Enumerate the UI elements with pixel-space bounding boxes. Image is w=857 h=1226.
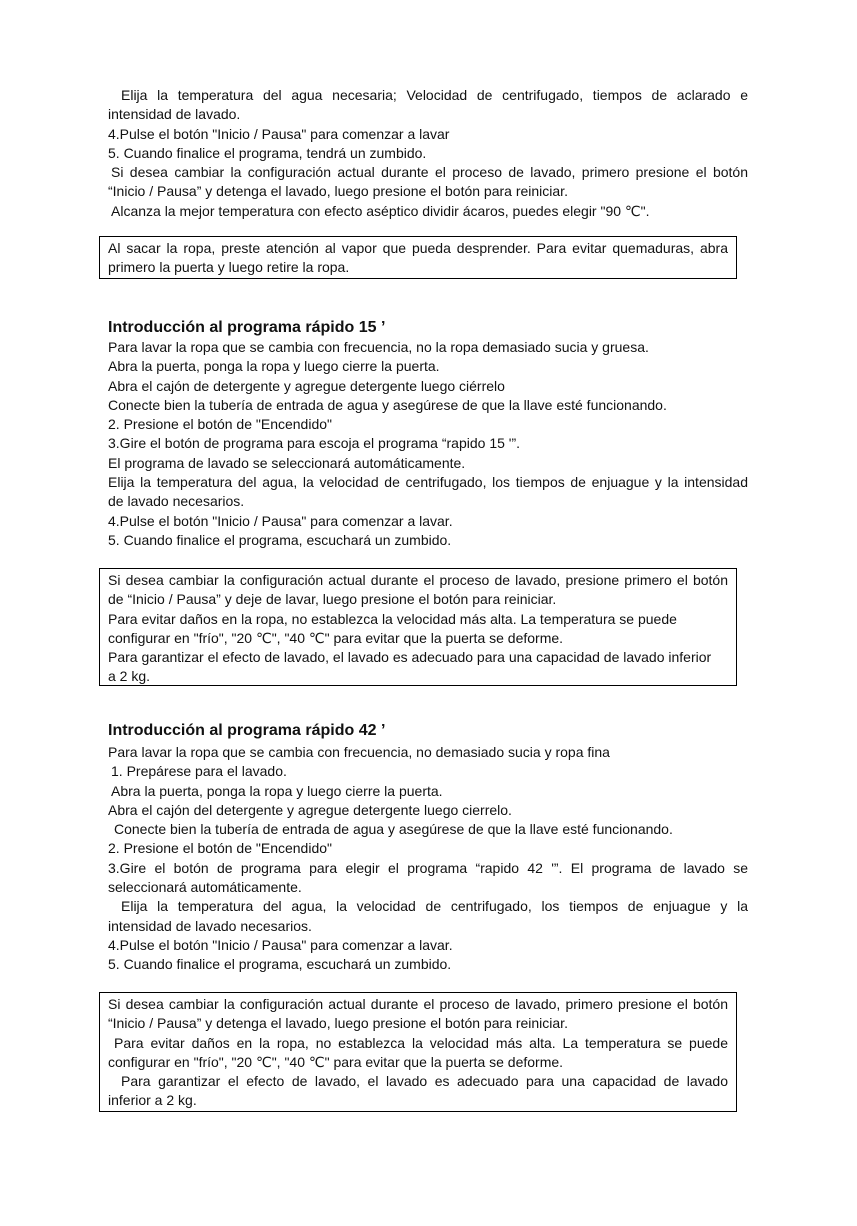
note-line: Si desea cambiar la configuración actual durante el proceso de lavado, primero presione el botón [108,996,728,1012]
body-line: Elija la temperatura del agua, la velocidad de centrifugado, los tiempos de enjuague y la intensidad [108,474,748,491]
note-box-steam [99,236,737,279]
body-line: Para lavar la ropa que se cambia con frecuencia, no la ropa demasiado sucia y gruesa. [108,339,649,355]
intro-block [108,86,748,221]
body-line: Para lavar la ropa que se cambia con frecuencia, no demasiado sucia y ropa fina [108,744,610,760]
body-line: 3.Gire el botón de programa para escoja el programa “rapido 15 '”. [108,435,521,452]
body-line: 5. Cuando finalice el programa, escuchará un zumbido. [108,531,452,548]
body-line: 3.Gire el botón de programa para elegir el programa “rapido 42 '”. El programa de lavado se [108,859,748,876]
intro-line: Elija la temperatura del agua necesaria; Velocidad de centrifugado, tiempos de aclarado e [121,87,748,103]
body-line: 4.Pulse el botón "Inicio / Pausa" para comenzar a lavar. [108,936,453,953]
body-line: 1. Prepárese para el lavado. [111,763,287,780]
body-line: 5. Cuando finalice el programa, escuchará un zumbido. [108,956,452,973]
note-line: configurar en "frío", "20 ℃", "40 ℃" para evitar que la puerta se deforme. [108,629,564,646]
intro-line: 5. Cuando finalice el programa, tendrá un zumbido. [108,144,427,161]
body-line: intensidad de lavado necesarios. [108,917,312,934]
note-line: de “Inicio / Pausa” y deje de lavar, luego presione el botón para reiniciar. [108,591,557,608]
intro-line: 4.Pulse el botón "Inicio / Pausa" para comenzar a lavar [108,125,450,142]
note-line: Al sacar la ropa, preste atención al vapor que pueda desprender. Para evitar quemaduras, abra [108,240,728,256]
note-line: Para garantizar el efecto de lavado, el lavado es adecuado para una capacidad de lavado inferior [108,649,712,666]
body-line: seleccionará automáticamente. [108,879,302,896]
body-line: de lavado necesarios. [108,493,245,510]
intro-line: intensidad de lavado. [108,106,241,123]
body-line: 2. Presione el botón de "Encendido" [108,840,332,857]
note-line: Si desea cambiar la configuración actual durante el proceso de lavado, presione primero el botón [108,572,728,588]
note-line: configurar en "frío", "20 ℃", "40 ℃" para evitar que la puerta se deforme. [108,1053,564,1070]
body-line: 4.Pulse el botón "Inicio / Pausa" para comenzar a lavar. [108,512,453,529]
note-line: a 2 kg. [108,668,151,685]
body-line: Conecte bien la tubería de entrada de agua y asegúrese de que la llave esté funcionando. [108,396,667,413]
section-title-rapido-42: Introducción al programa rápido 42 ’ [108,722,386,739]
note-line: inferior a 2 kg. [108,1092,197,1109]
section-title-rapido-15: Introducción al programa rápido 15 ’ [108,319,386,336]
body-line: Elija la temperatura del agua, la velocidad de centrifugado, los tiempos de enjuague y la [121,898,748,915]
body-line: Conecte bien la tubería de entrada de agua y asegúrese de que la llave esté funcionando. [114,821,673,838]
note-line: Para garantizar el efecto de lavado, el lavado es adecuado para una capacidad de lavado [121,1073,728,1090]
intro-line: “Inicio / Pausa” y detenga el lavado, luego presione el botón para reiniciar. [108,183,568,200]
body-line: Abra la puerta, ponga la ropa y luego cierre la puerta. [111,782,443,799]
note-line: primero la puerta y luego retire la ropa. [108,259,350,276]
body-line: 2. Presione el botón de "Encendido" [108,416,332,433]
note-box-rapido-15 [99,568,737,686]
section-15-body [108,338,748,550]
note-line: “Inicio / Pausa” y detenga el lavado, luego presione el botón para reiniciar. [108,1015,568,1032]
body-line: El programa de lavado se seleccionará automáticamente. [108,454,466,471]
note-box-rapido-42 [99,992,737,1112]
body-line: Abra el cajón de detergente y agregue detergente luego ciérrelo [108,377,505,394]
note-line: Para evitar daños en la ropa, no establezca la velocidad más alta. La temperatura se puede [114,1034,728,1051]
section-42-body [108,743,748,975]
intro-line: Si desea cambiar la configuración actual durante el proceso de lavado, primero presione el botón [111,164,748,181]
note-line: Para evitar daños en la ropa, no establezca la velocidad más alta. La temperatura se puede [108,610,677,627]
intro-line: Alcanza la mejor temperatura con efecto aséptico dividir ácaros, puedes elegir "90 ℃". [111,202,650,219]
body-line: Abra la puerta, ponga la ropa y luego cierre la puerta. [108,358,440,375]
body-line: Abra el cajón del detergente y agregue detergente luego cierrelo. [108,801,512,818]
